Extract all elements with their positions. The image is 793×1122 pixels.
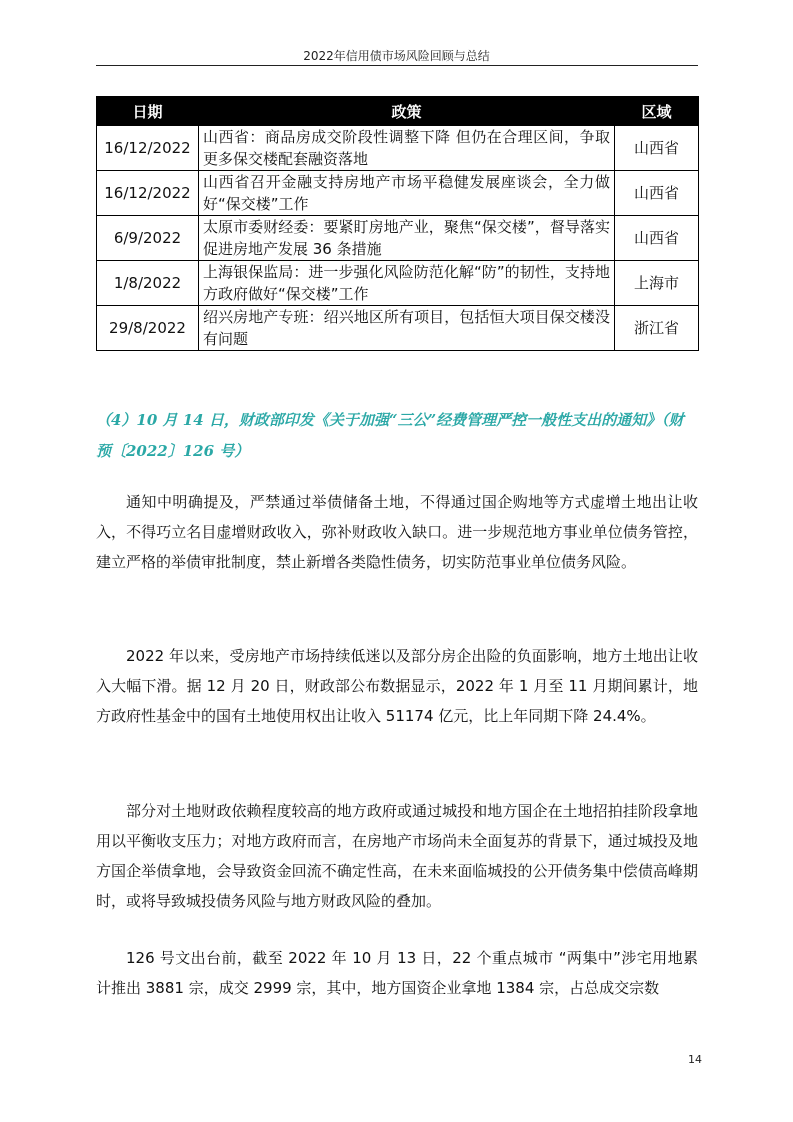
document-header-title: 2022年信用债市场风险回顾与总结	[303, 49, 490, 63]
region-cell: 山西省	[615, 171, 699, 216]
policy-cell: 太原市委财经委：要紧盯房地产业，聚焦“保交楼”，督导落实促进房地产发展 36 条措施	[199, 216, 615, 261]
page-number: 14	[688, 1053, 702, 1066]
body-paragraph: 126 号文出台前，截至 2022 年 10 月 13 日，22 个重点城市 “两集中”涉宅用地累计推出 3881 宗，成交 2999 宗，其中，地方国资企业拿地 1384 宗，占总成交宗数	[96, 949, 698, 997]
date-cell: 1/8/2022	[97, 261, 199, 306]
date-cell: 6/9/2022	[97, 216, 199, 261]
section-heading: （4）10 月 14 日，财政部印发《关于加强“三公”经费管理严控一般性支出的通知》（财预〔2022〕126 号）	[96, 411, 684, 460]
date-cell: 16/12/2022	[97, 171, 199, 216]
header-divider	[96, 65, 698, 66]
policy-cell: 山西省召开金融支持房地产市场平稳健发展座谈会，全力做好“保交楼”工作	[199, 171, 615, 216]
policy-cell: 绍兴房地产专班：绍兴地区所有项目，包括恒大项目保交楼没有问题	[199, 306, 615, 351]
table-row	[97, 216, 699, 261]
table-header-row	[97, 97, 699, 126]
column-header-region: 区域	[615, 97, 699, 126]
region-cell: 山西省	[615, 216, 699, 261]
body-paragraph: 部分对土地财政依赖程度较高的地方政府或通过城投和地方国企在土地招拍挂阶段拿地用以平衡收支压力；对地方政府而言，在房地产市场尚未全面复苏的背景下，通过城投及地方国企举债拿地，会导致资金回流不确定性高，在未来面临城投的公开债务集中偿债高峰期时，或将导致城投债务风险与地方财政风险的叠加。	[96, 802, 698, 910]
column-header-date: 日期	[97, 97, 199, 126]
region-cell: 山西省	[615, 126, 699, 171]
date-cell: 29/8/2022	[97, 306, 199, 351]
body-paragraph: 2022 年以来，受房地产市场持续低迷以及部分房企出险的负面影响，地方土地出让收入大幅下滑。据 12 月 20 日，财政部公布数据显示，2022 年 1 月至 11 月期间累计，地方政府性基金中的国有土地使用权出让收入 51174 亿元，比上年同期下降 24.4%。	[96, 647, 698, 725]
table-row	[97, 306, 699, 351]
region-cell: 上海市	[615, 261, 699, 306]
table-row	[97, 171, 699, 216]
policy-cell: 山西省：商品房成交阶段性调整下降 但仍在合理区间，争取更多保交楼配套融资落地	[199, 126, 615, 171]
table-row	[97, 261, 699, 306]
date-cell: 16/12/2022	[97, 126, 199, 171]
body-paragraph: 通知中明确提及，严禁通过举债储备土地，不得通过国企购地等方式虚增土地出让收入，不得巧立名目虚增财政收入，弥补财政收入缺口。进一步规范地方事业单位债务管控，建立严格的举债审批制度，禁止新增各类隐性债务，切实防范事业单位债务风险。	[96, 493, 698, 571]
column-header-policy: 政策	[199, 97, 615, 126]
policy-cell: 上海银保监局：进一步强化风险防范化解“防”的韧性，支持地方政府做好“保交楼”工作	[199, 261, 615, 306]
policy-table	[96, 96, 699, 351]
region-cell: 浙江省	[615, 306, 699, 351]
table-row	[97, 126, 699, 171]
